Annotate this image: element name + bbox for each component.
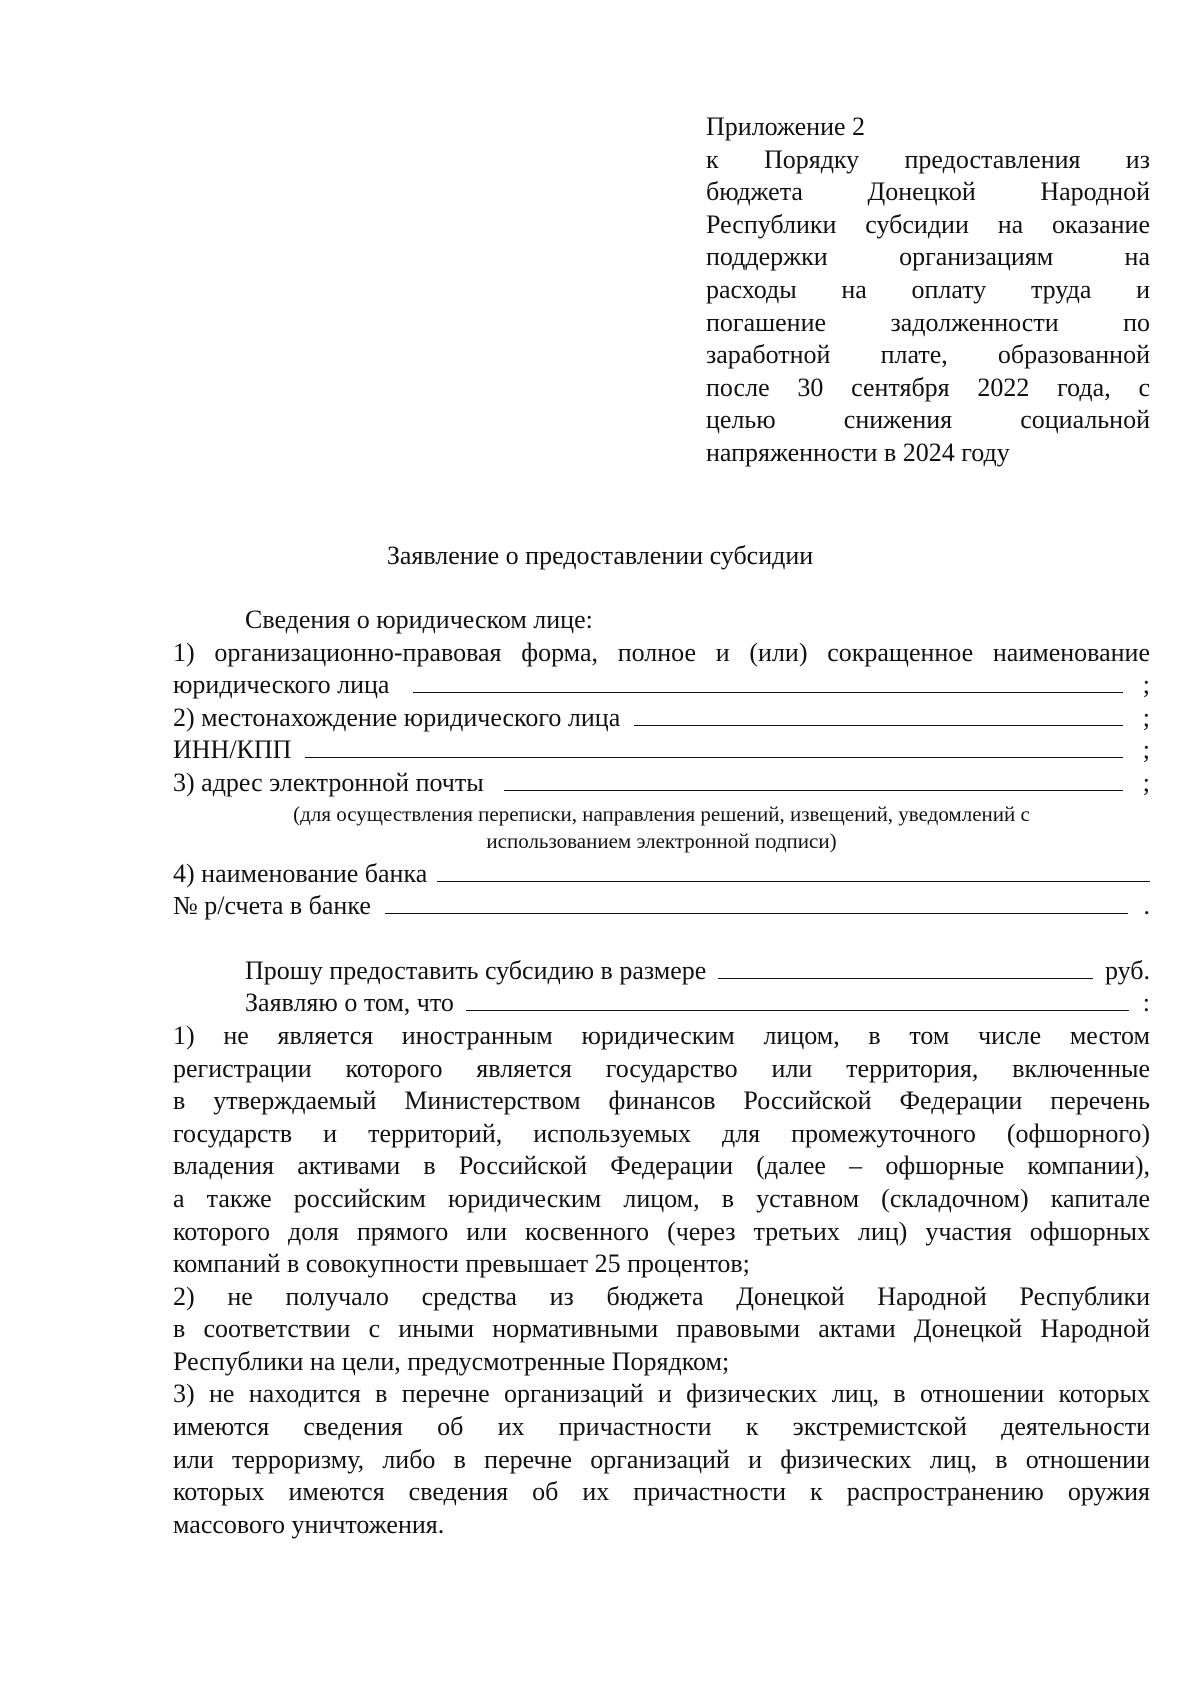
inn-label: ИНН/КПП — [173, 735, 292, 765]
document-title: Заявление о предоставлении субсидии — [386, 541, 814, 570]
appendix-line: погашение задолженности по — [706, 307, 1150, 337]
account-label: № р/счета в банке — [173, 891, 371, 921]
account-field[interactable] — [385, 912, 1128, 914]
condition-line: имеются сведения об их причастности к экстремистской деятельности — [173, 1412, 1150, 1442]
declare-text: Заявляю о том, что — [245, 988, 454, 1018]
appendix-header — [706, 111, 1150, 470]
condition-1 — [173, 1020, 1150, 1281]
declarant-field[interactable] — [466, 1009, 1129, 1011]
condition-line: массового уничтожения. — [173, 1509, 445, 1539]
item2-row — [173, 702, 1150, 735]
condition-line: владения активами в Российской Федерации (далее – офшорные компании), — [173, 1151, 1150, 1181]
item4-row — [173, 858, 1150, 891]
item1-row — [173, 669, 1150, 702]
condition-line: в соответствии с иными нормативными правовыми актами Донецкой Народной — [173, 1314, 1150, 1344]
condition-line: в утверждаемый Министерством финансов Российской Федерации перечень — [173, 1086, 1150, 1116]
item3-row — [173, 767, 1150, 800]
appendix-line: бюджета Донецкой Народной — [706, 177, 1150, 207]
form-header: Сведения о юридическом лице: — [245, 605, 593, 634]
appendix-line: поддержки организациям на — [706, 242, 1150, 272]
condition-line: регистрации которого является государство или территория, включенные — [173, 1053, 1150, 1083]
appendix-line: напряженности в 2024 году — [706, 437, 1010, 467]
subsidy-amount-field[interactable] — [718, 977, 1093, 979]
email-field[interactable] — [504, 789, 1123, 791]
appendix-line: заработной плате, образованной — [706, 340, 1150, 370]
item1-label: юридического лица — [173, 670, 390, 700]
condition-2 — [173, 1281, 1150, 1379]
semicolon: ; — [1142, 735, 1150, 765]
currency-unit: руб. — [1104, 955, 1150, 985]
condition-line: 3) не находится в перечне организаций и физических лиц, в отношении которых — [173, 1379, 1150, 1409]
appendix-number: Приложение 2 — [706, 112, 866, 141]
semicolon: ; — [1142, 767, 1150, 797]
colon: : — [1142, 988, 1150, 1018]
condition-line: компаний в совокупности превышает 25 процентов; — [173, 1249, 750, 1279]
appendix-line: к Порядку предоставления из — [706, 144, 1150, 174]
item4-label: 4) наименование банка — [173, 858, 428, 888]
condition-line: или терроризму, либо в перечне организаций и физических лиц, в отношении — [173, 1444, 1150, 1474]
condition-line: 1) не является иностранным юридическим лицом, в том числе местом — [173, 1020, 1150, 1050]
condition-line: 2) не получало средства из бюджета Донецкой Народной Республики — [173, 1281, 1150, 1311]
bank-name-field[interactable] — [437, 880, 1150, 882]
inn-row — [173, 734, 1150, 767]
item2-label: 2) местонахождение юридического лица — [173, 702, 621, 732]
location-field[interactable] — [634, 724, 1123, 726]
condition-3 — [173, 1378, 1150, 1541]
account-row — [173, 890, 1150, 923]
appendix-line: целью снижения социальной — [706, 405, 1150, 435]
request-row — [173, 955, 1150, 988]
condition-line: которых имеются сведения об их причастности к распространению оружия — [173, 1477, 1150, 1507]
appendix-line: Республики субсидии на оказание — [706, 209, 1150, 239]
condition-line: Республики на цели, предусмотренные Порядком; — [173, 1346, 730, 1376]
email-note — [173, 800, 1150, 858]
org-name-field[interactable] — [413, 691, 1122, 693]
request-text: Прошу предоставить субсидию в размере — [245, 955, 707, 985]
appendix-line: после 30 сентября 2022 года, с — [706, 372, 1150, 402]
inn-kpp-field[interactable] — [305, 756, 1122, 758]
condition-line: а также российским юридическим лицом, в уставном (складочном) капитале — [173, 1183, 1150, 1213]
application-form — [173, 604, 1150, 1541]
condition-line: государств и территорий, используемых для промежуточного (офшорного) — [173, 1118, 1150, 1148]
condition-line: которого доля прямого или косвенного (через третьих лиц) участия офшорных — [173, 1216, 1150, 1246]
appendix-line: расходы на оплату труда и — [706, 274, 1150, 304]
item1-line1: 1) организационно-правовая форма, полное и (или) сокращенное наименование — [173, 637, 1150, 667]
spacer — [173, 923, 1150, 955]
declare-row — [173, 987, 1150, 1020]
item3-label: 3) адрес электронной почты — [173, 767, 484, 797]
period: . — [1143, 891, 1150, 921]
form-header-row — [173, 604, 1150, 637]
email-note-line: (для осуществления переписки, направления решений, извещений, уведомлений с — [293, 801, 1030, 826]
email-note-line: использованием электронной подписи) — [486, 828, 837, 853]
semicolon: ; — [1142, 670, 1150, 700]
semicolon: ; — [1142, 702, 1150, 732]
